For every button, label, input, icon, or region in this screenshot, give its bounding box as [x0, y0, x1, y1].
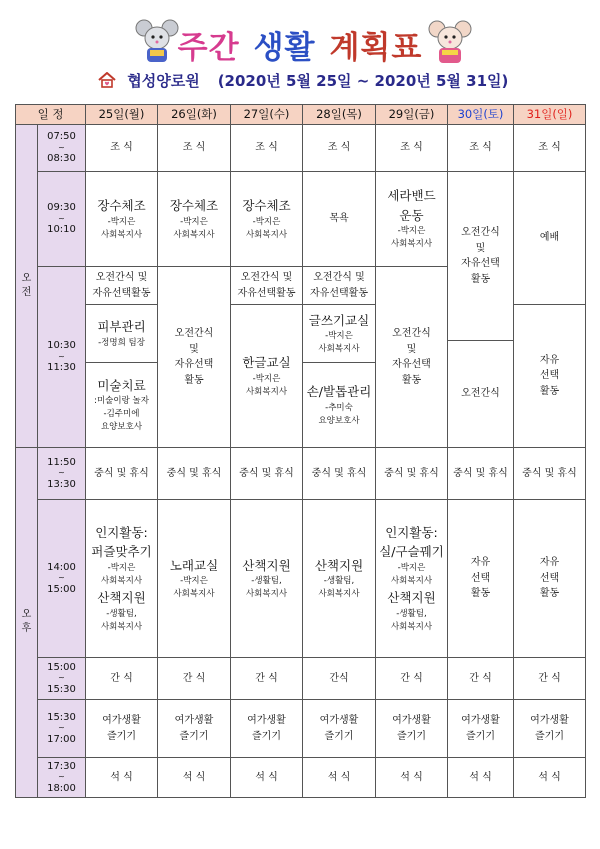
cell-dinner: 석 식 — [86, 758, 158, 798]
cell-breakfast: 조 식 — [448, 125, 514, 172]
cell-dinner: 석 식 — [231, 758, 303, 798]
cell-breakfast: 조 식 — [86, 125, 158, 172]
cell-activity: 목욕 — [303, 172, 376, 267]
cell-breakfast: 조 식 — [303, 125, 376, 172]
cell-breakfast: 조 식 — [376, 125, 448, 172]
cell-activity: 피부관리 -정명희 팀장 — [86, 305, 158, 363]
cell-activity: 오전간식 및 자유선택 활동 — [158, 267, 231, 448]
title-life: 생활 — [253, 30, 316, 66]
cell-leisure: 여가생활 즐기기 — [514, 700, 586, 758]
header-day-sat: 30일(토) — [448, 105, 514, 125]
time-slot: 15:30 ~ 17:00 — [38, 700, 86, 758]
cell-activity: 장수체조 -박지은 사회복지사 — [86, 172, 158, 267]
header-day-thu: 28일(목) — [303, 105, 376, 125]
cell-lunch: 중식 및 휴식 — [158, 448, 231, 500]
cell-lunch: 중식 및 휴식 — [376, 448, 448, 500]
cell-activity: 예배 — [514, 172, 586, 305]
cell-activity: 자유 선택 활동 — [514, 305, 586, 448]
title-plan: 계획표 — [329, 30, 423, 66]
cell-lunch: 중식 및 휴식 — [86, 448, 158, 500]
cell-snack: 간식 — [303, 658, 376, 700]
cell-dinner: 석 식 — [158, 758, 231, 798]
cell-lunch: 중식 및 휴식 — [448, 448, 514, 500]
cell-activity: 장수체조 -박지은 사회복지사 — [158, 172, 231, 267]
cell-dinner: 석 식 — [514, 758, 586, 798]
header-day-sun: 31일(일) — [514, 105, 586, 125]
cell-snack: 간 식 — [376, 658, 448, 700]
cell-activity: 자유 선택 활동 — [514, 500, 586, 658]
cell-breakfast: 조 식 — [158, 125, 231, 172]
cell-activity: 노래교실 -박지은 사회복지사 — [158, 500, 231, 658]
page-title — [0, 22, 600, 67]
cell-lunch: 중식 및 휴식 — [231, 448, 303, 500]
cell-activity: 장수체조 -박지은 사회복지사 — [231, 172, 303, 267]
header-day-tue: 26일(화) — [158, 105, 231, 125]
cell-dinner: 석 식 — [303, 758, 376, 798]
cell-activity: 오전간식 및 자유선택 활동 — [376, 267, 448, 448]
cell-activity: 오전간식 및 자유선택활동 — [231, 267, 303, 305]
cell-activity: 오전간식 및 자유선택 활동 — [448, 172, 514, 341]
cell-dinner: 석 식 — [448, 758, 514, 798]
cell-snack: 간 식 — [448, 658, 514, 700]
time-slot: 15:00 ~ 15:30 — [38, 658, 86, 700]
cell-activity: 인지활동: 실/구슬꿰기 -박지은 사회복지사 산책지원 -생활팀, 사회복지사 — [376, 500, 448, 658]
cell-activity: 손/발톱관리 -추미숙 요양보호사 — [303, 363, 376, 448]
cell-lunch: 중식 및 휴식 — [303, 448, 376, 500]
header-day-fri: 29일(금) — [376, 105, 448, 125]
cell-dinner: 석 식 — [376, 758, 448, 798]
cell-snack: 간 식 — [231, 658, 303, 700]
house-icon — [98, 72, 116, 88]
cell-leisure: 여가생활 즐기기 — [303, 700, 376, 758]
cell-activity: 산책지원 -생활팀, 사회복지사 — [303, 500, 376, 658]
cell-leisure: 여가생활 즐기기 — [448, 700, 514, 758]
schedule-table — [15, 104, 586, 798]
cell-leisure: 여가생활 즐기기 — [231, 700, 303, 758]
cell-activity: 오전간식 및 자유선택활동 — [303, 267, 376, 305]
cell-leisure: 여가생활 즐기기 — [376, 700, 448, 758]
time-slot: 14:00 ~ 15:00 — [38, 500, 86, 658]
cell-snack: 간 식 — [86, 658, 158, 700]
am-label: 오전 — [16, 125, 38, 448]
cell-snack: 간 식 — [514, 658, 586, 700]
period: (2020년 5월 25일 ~ 2020년 5월 31일) — [217, 72, 509, 90]
title-weekly: 주간 — [177, 30, 240, 66]
cell-activity: 미술치료 :미술이랑 놀자 -김주미에 요양보호사 — [86, 363, 158, 448]
header-day-wed: 27일(수) — [231, 105, 303, 125]
cell-activity: 산책지원 -생활팀, 사회복지사 — [231, 500, 303, 658]
cell-activity: 자유 선택 활동 — [448, 500, 514, 658]
cell-breakfast: 조 식 — [231, 125, 303, 172]
time-slot: 17:30 ~ 18:00 — [38, 758, 86, 798]
cell-snack: 간 식 — [158, 658, 231, 700]
cell-activity: 글쓰기교실 -박지은 사회복지사 — [303, 305, 376, 363]
org-name: 협성양로원 — [127, 72, 200, 90]
header-day-mon: 25일(월) — [86, 105, 158, 125]
cell-activity: 세라밴드 운동 -박지은 사회복지사 — [376, 172, 448, 267]
time-slot: 07:50 ~ 08:30 — [38, 125, 86, 172]
subtitle — [98, 70, 508, 91]
header-schedule: 일 정 — [16, 105, 86, 125]
cell-breakfast: 조 식 — [514, 125, 586, 172]
time-slot: 11:50 ~ 13:30 — [38, 448, 86, 500]
cell-activity: 오전간식 — [448, 341, 514, 448]
cell-activity: 한글교실 -박지은 사회복지사 — [231, 305, 303, 448]
cell-lunch: 중식 및 휴식 — [514, 448, 586, 500]
time-slot: 09:30 ~ 10:10 — [38, 172, 86, 267]
time-slot: 10:30 ~ 11:30 — [38, 267, 86, 448]
cell-activity: 오전간식 및 자유선택활동 — [86, 267, 158, 305]
pm-label: 오후 — [16, 448, 38, 798]
cell-activity: 인지활동: 퍼즐맞추기 -박지은 사회복지사 산책지원 -생활팀, 사회복지사 — [86, 500, 158, 658]
cell-leisure: 여가생활 즐기기 — [158, 700, 231, 758]
cell-leisure: 여가생활 즐기기 — [86, 700, 158, 758]
